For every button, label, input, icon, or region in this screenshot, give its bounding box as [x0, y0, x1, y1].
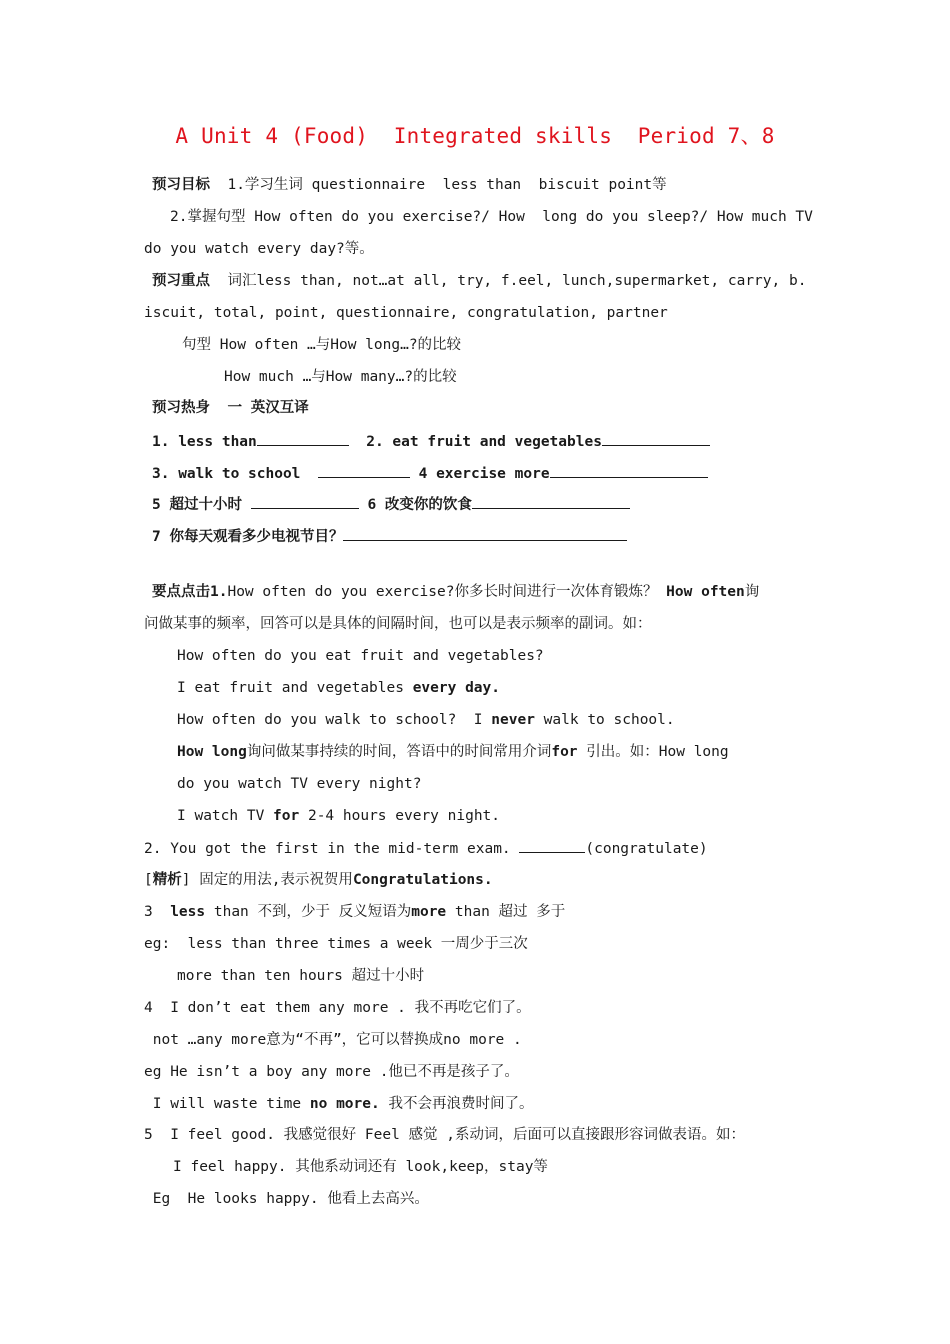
- key-points-heading: 要点点击: [152, 584, 210, 600]
- preview-focus-heading: 预习重点: [152, 273, 210, 289]
- warmup-item-7: 7 你每天观看多少电视节目？: [152, 529, 344, 545]
- warmup-heading: 预习热身 一 英汉互译: [152, 400, 309, 416]
- warmup-item-4: 4 exercise more: [418, 466, 550, 482]
- key-point-1-line2: 问做某事的频率，回答可以是具体的间隔时间，也可以是表示频率的副词。如：: [144, 616, 652, 632]
- key-point-3-eg2: more than ten hours 超过十小时: [177, 968, 425, 984]
- preview-goal-heading: 预习目标: [152, 177, 210, 193]
- warmup-item-3: 3. walk to school: [152, 466, 301, 482]
- key-point-4-line4: I will waste time no more. 我不会再浪费时间了。: [144, 1096, 534, 1112]
- key-point-5: 5 I feel good. 我感觉很好 Feel 感觉 ,系动词，后面可以直接跟形容词做表语。如：: [144, 1127, 746, 1143]
- key-point-5-line3: Eg He looks happy. 他看上去高兴。: [144, 1191, 429, 1207]
- key-point-3-eg1: eg: less than three times a week 一周少于三次: [144, 936, 528, 952]
- example-1: How often do you eat fruit and vegetables?: [177, 648, 544, 664]
- answer-blank[interactable]: [318, 463, 410, 478]
- key-point-2-note: [精析] 固定的用法,表示祝贺用Congratulations.: [144, 872, 493, 888]
- warmup-row-4: [152, 526, 627, 547]
- answer-blank[interactable]: [343, 526, 627, 541]
- example-3: How often do you walk to school? I never walk to school.: [177, 712, 675, 728]
- key-point-4-line2: not …any more意为“不再”，它可以替换成no more .: [144, 1032, 522, 1048]
- page-title: A Unit 4 (Food) Integrated skills Period 7、8: [175, 124, 775, 148]
- preview-focus-line1: 预习重点 词汇less than, not…at all, try, f.eel, lunch,supermarket, carry, b.: [152, 273, 807, 289]
- example-2: I eat fruit and vegetables every day.: [177, 680, 501, 696]
- answer-blank[interactable]: [602, 431, 710, 446]
- warmup-item-2: 2. eat fruit and vegetables: [366, 434, 602, 450]
- warmup-item-5: 5 超过十小时: [152, 497, 242, 513]
- warmup-row-2: [152, 463, 708, 484]
- key-point-4: 4 I don’t eat them any more . 我不再吃它们了。: [144, 1000, 531, 1016]
- warmup-item-1: 1. less than: [152, 434, 257, 450]
- preview-focus-line2: iscuit, total, point, questionnaire, congratulation, partner: [144, 305, 668, 321]
- key-point-4-line3: eg He isn’t a boy any more .他已不再是孩子了。: [144, 1064, 519, 1080]
- answer-blank[interactable]: [519, 838, 585, 853]
- key-point-3: 3 less than 不到，少于 反义短语为more than 超过 多于: [144, 904, 566, 920]
- answer-blank[interactable]: [257, 431, 349, 446]
- preview-goal-line3: do you watch every day?等。: [144, 241, 374, 257]
- preview-goal-line2: 2.掌握句型 How often do you exercise?/ How long do you sleep?/ How much TV: [170, 209, 813, 225]
- answer-blank[interactable]: [251, 494, 359, 509]
- warmup-row-1: [152, 431, 710, 452]
- preview-focus-line3: 句型 How often …与How long…?的比较: [182, 337, 462, 353]
- warmup-item-6: 6 改变你的饮食: [367, 497, 472, 513]
- answer-blank[interactable]: [550, 463, 708, 478]
- answer-blank[interactable]: [472, 494, 630, 509]
- key-point-5-line2: I feel happy. 其他系动词还有 look,keep，stay等: [173, 1159, 548, 1175]
- how-long-line2: do you watch TV every night?: [177, 776, 422, 792]
- key-point-2: 2. You got the first in the mid-term exam. (congratulate): [144, 838, 708, 859]
- preview-focus-line4: How much …与How many…?的比较: [224, 369, 457, 385]
- preview-goal-line1: 预习目标 1.学习生词 questionnaire less than biscuit point等: [152, 177, 667, 193]
- how-long-line1: How long询问做某事持续的时间，答语中的时间常用介词for 引出。如：How long: [177, 744, 729, 760]
- key-point-1-line1: 要点点击1.How often do you exercise?你多长时间进行一次体育锻炼？ How often询: [152, 584, 760, 600]
- warmup-row-3: [152, 494, 630, 515]
- how-long-answer: I watch TV for 2-4 hours every night.: [177, 808, 501, 824]
